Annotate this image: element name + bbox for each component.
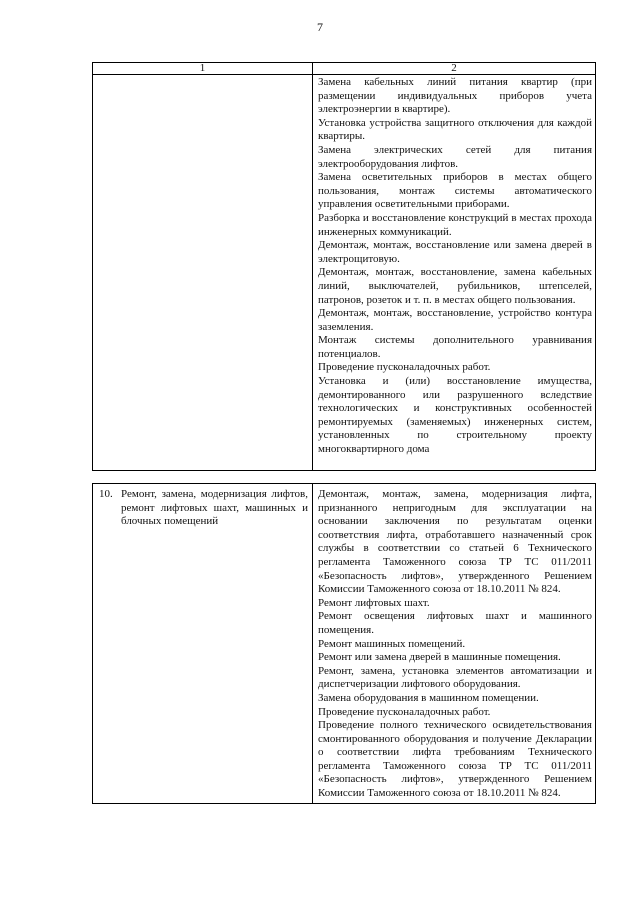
work-name: Ремонт, замена, модернизация лифтов, ремонт лифтовых шахт, машинных и блочных помещений	[121, 488, 308, 528]
work-item: Замена электрических сетей для питания электрооборудования лифтов.	[318, 143, 592, 170]
work-item: Ремонт, замена, установка элементов автоматизации и диспетчеризации лифтового оборудования.	[318, 664, 592, 691]
work-item: Демонтаж, монтаж, восстановление, замена кабельных линий, выключателей, рубильников, штепселей, патронов, розеток и т. п. в местах общего пользования.	[318, 266, 592, 306]
row1-items-list	[313, 75, 595, 470]
work-item: Проведение полного технического освидетельствования смонтированного оборудования и получение Декларации о соответствии лифта требованиям Технического регламента Таможенного союза ТР ТС 011/2011 «Безопасность лифтов», утвержденного Решением Комиссии Таможенного союза от 18.10.2011 № 824.	[318, 719, 592, 800]
table-gap-row	[93, 471, 596, 484]
work-item: Разборка и восстановление конструкций в местах прохода инженерных коммуникаций.	[318, 211, 592, 238]
work-item: Ремонт или замена дверей в машинные помещения.	[318, 651, 561, 664]
column-header-2: 2	[313, 63, 596, 75]
work-item: Ремонт лифтовых шахт.	[318, 596, 430, 609]
work-item: Демонтаж, монтаж, восстановление или замена дверей в электрощитовую.	[318, 239, 592, 265]
work-item: Проведение пусконаладочных работ.	[318, 361, 491, 374]
row2-work-cell	[93, 484, 313, 804]
row2-items-cell	[313, 484, 596, 804]
work-item: Монтаж системы дополнительного уравнивания потенциалов.	[318, 334, 592, 360]
table-header-row	[93, 63, 596, 75]
work-item: Установка и (или) восстановление имущества, демонтированного или разрушенного вследствие технологических и конструктивных особенностей ремонтируемых (заменяемых) инженерных систем, установленных по строительному проекту многоквартирного дома	[318, 375, 592, 456]
work-item: Ремонт освещения лифтовых шахт и машинного помещения.	[318, 610, 592, 636]
row1-items-cell	[313, 75, 596, 471]
row1-work-cell	[93, 75, 313, 471]
work-item: Замена кабельных линий питания квартир (при размещении индивидуальных приборов учета электроэнергии в квартире).	[318, 76, 592, 116]
work-item: Ремонт машинных помещений.	[318, 637, 466, 650]
work-item: Демонтаж, монтаж, замена, модернизация лифта, признанного непригодным для эксплуатации на основании заключения по результатам оценки соответствия лифта, отработавшего назначенный срок службы в соответствии со статьей 6 Технического регламента Таможенного союза ТР ТС 011/2011 «Безопасность лифтов», утвержденного Решением Комиссии Таможенного союза от 18.10.2011 № 824.	[318, 488, 592, 596]
page-number: 7	[317, 20, 323, 34]
work-item: Проведение пусконаладочных работ.	[318, 705, 491, 718]
work-item: Замена осветительных приборов в местах общего пользования, монтаж системы автоматического управления осветительными приборами.	[318, 171, 592, 211]
row-number: 10.	[99, 488, 113, 500]
work-item: Демонтаж, монтаж, восстановление, устройство контура заземления.	[318, 307, 592, 333]
work-item: Замена оборудования в машинном помещении.	[318, 691, 539, 704]
table-row	[93, 484, 596, 804]
row2-items-list	[313, 484, 595, 803]
column-header-1: 1	[93, 63, 313, 75]
works-table	[92, 62, 596, 804]
work-item: Установка устройства защитного отключения для каждой квартиры.	[318, 116, 592, 143]
table-row	[93, 75, 596, 471]
